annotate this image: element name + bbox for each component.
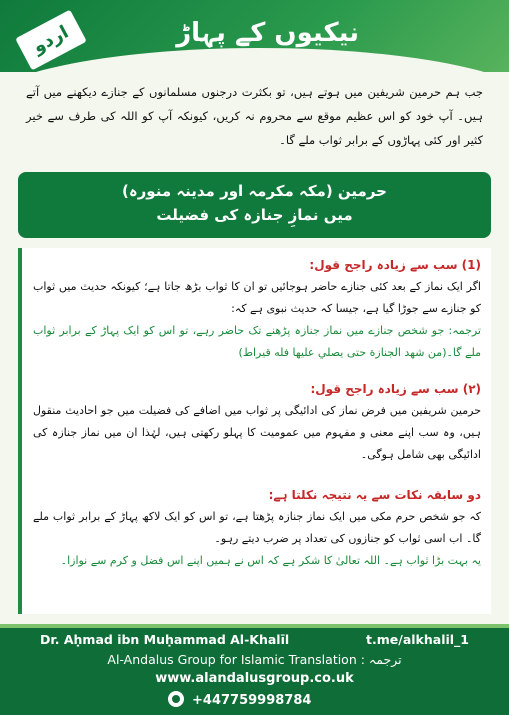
intro-paragraph: جب ہم حرمین شریفین میں ہوتے ہیں، تو بکثرت درجنوں مسلمانوں کے جنازے دیکھنے میں آتے ہیں۔ آپ خود کو اس عظیم موقع سے محروم نہ کریں، کیونکہ آپ کو اللہ کی طرف سے خیر کثیر اور کئی پہاڑوں کے برابر ثواب ملے گا۔ bbox=[26, 85, 483, 147]
language-badge: اردو bbox=[15, 10, 87, 71]
telegram-link[interactable]: t.me/alkhalil_1 bbox=[366, 632, 469, 647]
page-title: نیکیوں کے پہاڑ bbox=[176, 18, 359, 48]
conclusion-heading: دو سابقہ نکات سے یہ نتیجہ نکلتا ہے: bbox=[268, 488, 481, 502]
content-card bbox=[18, 248, 491, 614]
author-name: Dr. Aḥmad ibn Muḥammad Al-Khalīl bbox=[40, 632, 290, 647]
section-2-body: حرمین شریفین میں فرض نماز کی ادائیگی پر ثواب میں اضافے کی فضیلت میں جو احادیث منقول ہیں، وہ سب اپنے معنی و مفہوم میں عمومیت کا پہلو رکھتی ہیں، لہٰذا ان میں نماز جنازہ کی ادائیگی بھی شامل ہوگی۔ bbox=[33, 404, 481, 461]
phone-contact[interactable] bbox=[168, 691, 311, 708]
section-2-heading: (۲) سب سے زیادہ راجح قول: bbox=[310, 382, 481, 396]
phone-number: +447759998784 bbox=[192, 693, 312, 708]
section-banner bbox=[18, 172, 491, 238]
header-wave-decoration bbox=[0, 48, 509, 72]
section-1-heading: (1) سب سے زیادہ راجح قول: bbox=[309, 258, 481, 272]
section-2 bbox=[33, 378, 481, 466]
banner-line-2: میں نمازِ جنازہ کی فضیلت bbox=[156, 206, 353, 224]
header-banner bbox=[0, 0, 509, 72]
footer-accent-line bbox=[0, 624, 509, 628]
whatsapp-icon bbox=[168, 691, 184, 707]
section-1-translation: ترجمہ: جو شخص جنازے میں نماز جنازہ پڑھنے تک حاضر رہے، تو اس کو ایک پہاڑ کے برابر ثواب ملے گا۔(من شهد الجنازة حتى يصلي عليها فله قيراط) bbox=[33, 324, 481, 359]
conclusion-body: کہ جو شخص حرم مکی میں ایک نماز جنازہ پڑھتا ہے، تو اس کو ایک لاکھ پہاڑ کے برابر ثواب ملے گا۔ اب اسی ثواب کو جنازوں کی تعداد پر ضرب دیتے رہو۔ bbox=[33, 510, 481, 545]
conclusion-section bbox=[33, 484, 481, 572]
conclusion-closing: یہ بہت بڑا ثواب ہے۔ اللہ تعالیٰ کا شکر ہے کہ اس نے ہمیں اپنے اس فضل و کرم سے نوازا۔ bbox=[60, 554, 481, 567]
banner-line-1: حرمین (مکہ مکرمہ اور مدینہ منورہ) bbox=[122, 182, 387, 200]
section-1 bbox=[33, 254, 481, 364]
section-1-body: اگر ایک نماز کے بعد کئی جنازے حاضر ہوجائیں تو ان کا ثواب بڑھ جاتا ہے؛ کیونکہ حدیث میں ثواب کو جنازے سے جوڑا گیا ہے، جیسا کہ حدیث نبوی ہے کہ: bbox=[33, 280, 481, 315]
footer bbox=[0, 624, 509, 715]
website-link[interactable]: www.alandalusgroup.co.uk bbox=[155, 671, 354, 686]
translation-credit: Al-Andalus Group for Islamic Translation : ترجمہ bbox=[107, 652, 402, 667]
